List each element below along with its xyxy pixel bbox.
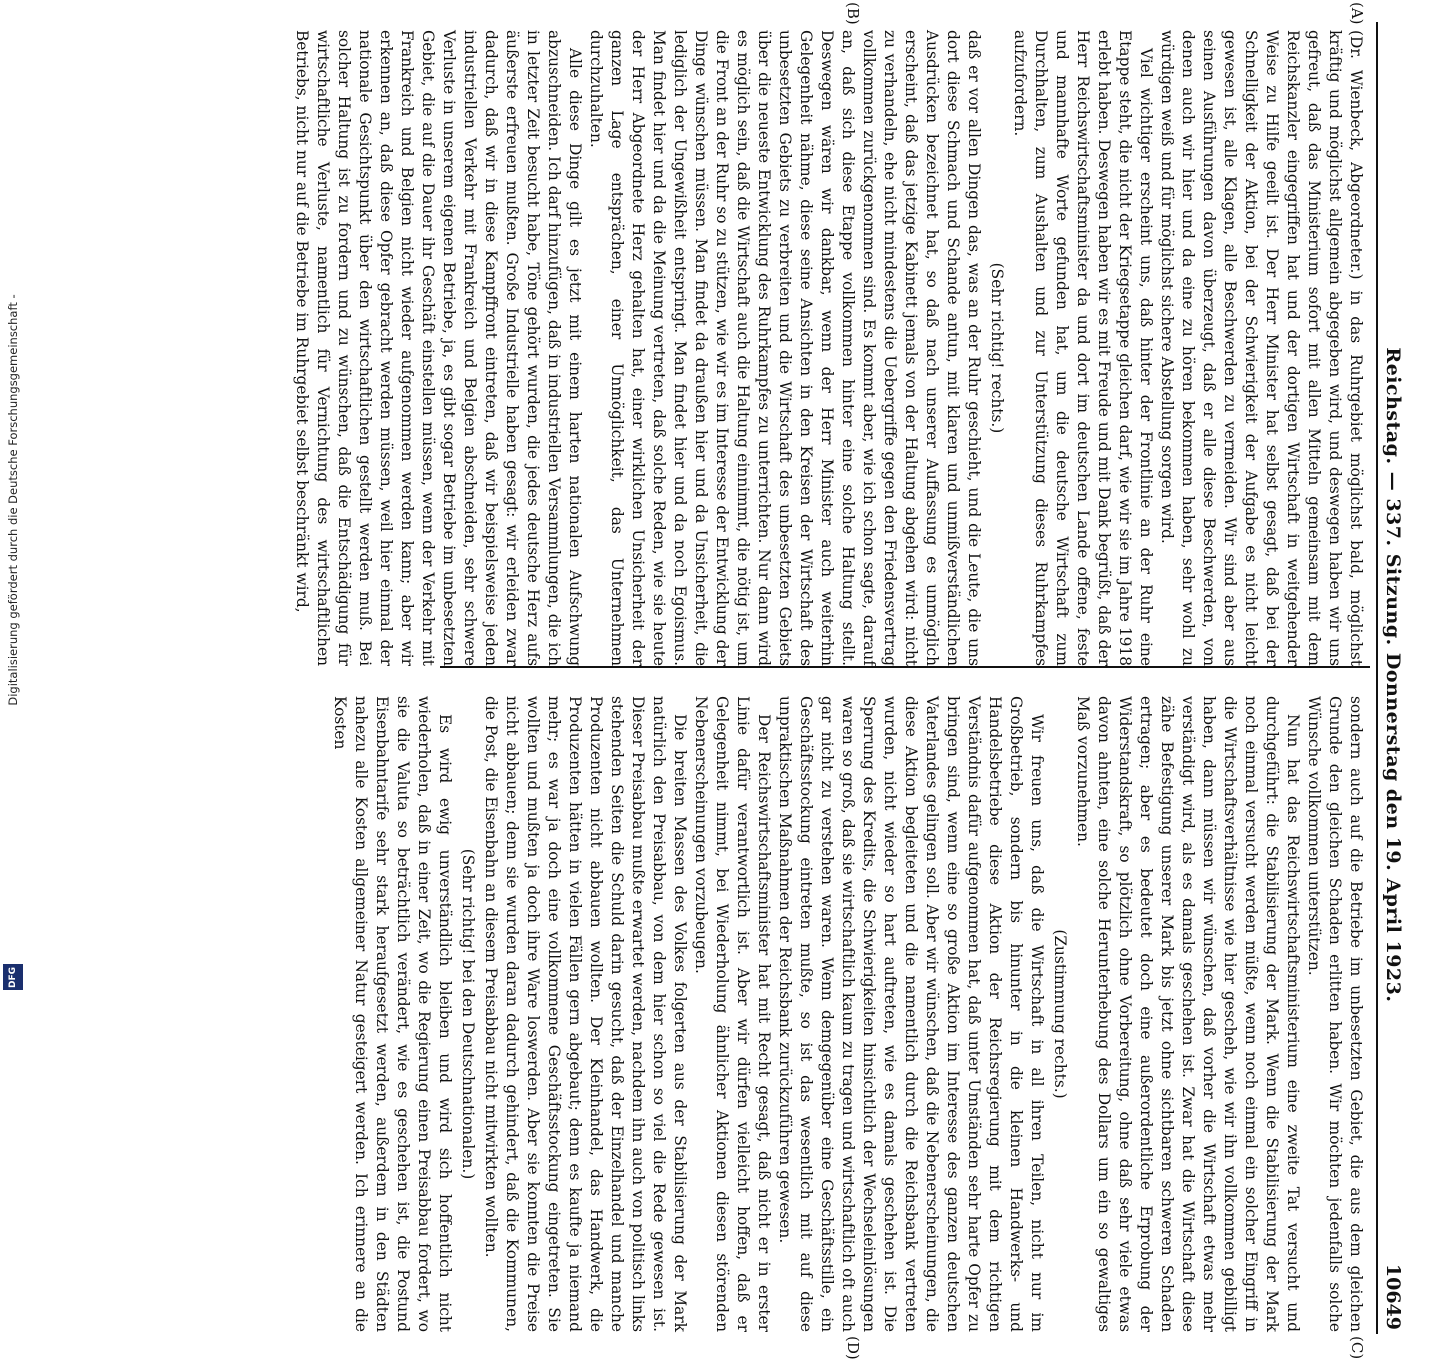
paragraph: Nun hat das Reichswirtschaftsministerium eine zweite Tat versucht und durchgeführt: die Stabilisierung der Mark. Wenn die Stabilisierung der Mark noch einmal versucht werden müßte, wenn noch einmal ein solcher Eingriff in die Wirtschaftsverhältnisse wie hier gescheh, wie wir ihn vollkommen gebilligt haben, dann müssen wir wünschen, daß vorher die Wirtschaft etwas mehr verständigt wird, als es damals geschehen ist. Zwar hat die Wirtschaft diese zähe Befestigung unserer Mark bis jetzt ohne sichtbaren schweren Schaden ertragen; aber es bedeutet doch eine außerordentliche Erprobung der Widerstandskraft, so plötzlich ohne Vorbereitung, ohne daß sehr viele etwas davon ahnten, eine solche Herunterhebung des Dollars um ein so gewaltiges Maß vorzunehmen. bbox=[1074, 696, 1302, 1332]
paragraph: (Dr. Wienbeck, Abgeordneter.) in das Ruhrgebiet möglichst bald, möglichst kräftig und möglichst allgemein abgegeben wird, und deswegen haben wir uns gefreut, daß das Ministerium sofort mit allen Mitteln gemeinsam mit dem Reichskanzler eingegriffen hat und der dortigen Wirtschaft in weitgehender Weise zu Hilfe geeilt ist. Der Herr Minister hat selbst gesagt, daß bei der Schnelligkeit der Aktion, bei der Schwierigkeit der Aufgabe es nicht leicht gewesen ist, alle Klagen, alle Beschwerden zu vermeiden. Wir sind aber aus seinen Ausführungen davon überzeugt, daß er alle diese Beschwerden, von denen auch wir hier und da eine zu hören bekommen haben, sehr wohl zu würdigen weiß und für möglichst sichere Abstellung sorgen wird. bbox=[1158, 30, 1365, 666]
paragraph: Der Reichswirtschaftsminister hat mit Recht gesagt, daß nicht er in erster Linie dafür verantwortlich ist. Aber wir dürfen vielleicht hoffen, daß er Gelegenheit nimmt, bei Wiederholung ähnlicher Aktionen diesen störenden Nebenerscheinungen vorzubeugen. bbox=[692, 696, 773, 1332]
paragraph: sondern auch auf die Betriebe im unbesetzten Gebiet, die aus dem gleichen Grunde den gleichen Schaden erlitten haben. Wir möchten jedenfalls solche Wünsche vollkommen unterstützen. bbox=[1305, 696, 1365, 1332]
paragraph: Wir freuen uns, daß die Wirtschaft in all ihren Teilen, nicht nur im Großbetrieb, sondern bis hinunter in die kleinen Handwerks- und Handelsbetriebe diese Aktion der Reichsregierung mit dem richtigen Verständnis dafür aufgenommen hat, daß unter Umständen sehr harte Opfer zu bringen sind, wenn eine so große Aktion im Interesse des ganzen deutschen Vaterlandes gelingen soll. Aber wir wünschen, daß die Nebenerscheinungen, die diese Aktion begleiteten und die namentlich durch die Reichsbank vertreten wurden, nicht wieder so hart auftreten, wie es damals geschehen ist. Die Sperrung des Kredits, die Schwierigkeiten hinsichtlich der Wechseleinlösungen waren so groß, daß sie wirtschaftlich kaum zu tragen und wirtschaftlich oft auch gar nicht zu verstehen waren. Wenn demgegenüber eine Geschäftsstille, ein Geschäftsstockung eintreten mußte, so ist das wesentlich mit auf diese unpraktischen Maßnahmen der Reichsbank zurückzuführen gewesen. bbox=[776, 696, 1046, 1332]
page-title: Reichstag. — 337. Sitzung. Donnerstag den 19. April 1923. bbox=[1382, 347, 1404, 1003]
left-column bbox=[293, 30, 1366, 666]
dfg-logo-icon: DFG bbox=[3, 964, 23, 990]
column-divider bbox=[440, 666, 1370, 668]
paragraph: Alle diese Dinge gilt es jetzt mit einem harten nationalen Aufschwung abzuschneiden. Ich darf hinzufügen, daß in industriellen Versammlungen, die ich in letzter Zeit besucht habe, Töne gehört wurden, die jedes deutsche Herz aufs äußerste erfreuen mußten. Große Industrielle haben gesagt: wir erleiden zwar dadurch, daß wir in diese Kampffront eintreten, daß wir beispielsweise jeden industriellen Verkehr mit Frankreich und Belgien abschneiden, sehr schwere Verluste in unserem eigenen Betriebe, ja, es gibt sogar Betriebe im unbesetzten Gebiet, die auf die Dauer ihr Geschäft einstellen müssen, wenn der Verkehr mit Frankreich und Belgien nicht wieder aufgenommen werden kann; aber wir erkennen an, daß diese Opfer gebracht werden müssen, weil hier einmal der nationale Gesichtspunkt über den wirtschaftlichen gestellt werden muß. Bei solcher Haltung ist zu fordern und zu wünschen, daß die Entschädigung für wirtschaftliche Verluste, namentlich für Vernichtung des wirtschaftlichen Betriebs, nicht nur auf die Betriebe im Ruhrgebiet selbst beschränkt wird, bbox=[293, 30, 584, 666]
interjection: (Zustimmung rechts.) bbox=[1051, 929, 1069, 1099]
interjection: (Sehr richtig! rechts.) bbox=[988, 262, 1006, 434]
paragraph: Die breiten Massen des Volkes folgerten aus der Stabilisierung der Mark natürlich den Preisabbau, von dem hier schon so viel die Rede gewesen ist. Dieser Preisabbau mußte erwartet werden, nachdem ihn auch von politisch links stehenden Seiten die Schuld darin gesucht, daß der Einzelhandel und manche Produzenten nicht abbauen wollten. Der Kleinhandel, das Handwerk, die Produzenten hätten in vielen Fällen gern abgebaut; denn es kaufte ja niemand mehr; es war ja doch eine vollkommene Geschäftsstockung eingetreten. Sie wollten und mußten ja doch ihre Ware loswerden. Aber sie konnten die Preise nicht abbauen; denn sie wurden daran dadurch gehindert, daß die Kommunen, die Post, die Eisenbahn an diesem Preisabbau nicht mitwirkten wollten. bbox=[482, 696, 689, 1332]
interjection: (Sehr richtig! bei den Deutschnationalen.) bbox=[459, 848, 477, 1180]
rotated-document bbox=[76, 0, 1422, 1360]
paragraph: Es wird ewig unverständlich bleiben und wird sich hoffentlich nicht wiederholen, daß in einer Zeit, wo die Regierung einen Preisabbau fordert, wo sie die Valuta so beträchtlich verändert, wie es geschehen ist, die Postund Eisenbahntarife sehr stark heraufgesetzt werden, außerdem in den Städten nahezu alle Kosten allgemeiner Natur gesteigert werden. Ich erinnere an die Kosten bbox=[331, 696, 454, 1332]
margin-marker-b: (B) bbox=[844, 2, 862, 25]
digitization-credit: Digitalisierung gefördert durch die Deutsche Forschungsgemeinschaft - bbox=[6, 294, 20, 706]
margin-marker-d: (D) bbox=[844, 1336, 862, 1360]
digitization-sidebar bbox=[0, 0, 26, 1000]
paragraph: daß er vor allen Dingen das, was an der Ruhr geschieht, und die Leute, die uns dort diese Schmach und Schande antun, mit klaren und unmißverständlichen Ausdrücken bezeichnet hat, so daß nach unserer Auffassung es unmöglich erscheint, daß das jetzige Kabinett jemals von der Haltung abgehen wird: nicht zu verhandeln, ehe nicht mindestens die Uebergriffe gegen den Friedensvertrag vollkommen zurückgenommen sind. Es kommt aber, wie ich schon sagte, darauf an, daß sich diese Etappe vollkommen hinter eine solche Haltung stellt. Deswegen wären wir dankbar, wenn der Herr Minister auch weiterhin Gelegenheit nähme, diese seine Ansichten in den Kreisen der Wirtschaft des unbesetzten Gebiets zu verbreiten und die Wirtschaft des unbesetzten Gebiets über die neueste Entwicklung des Ruhrkampfes zu unterrichten. Nur dann wird es möglich sein, daß die Wirtschaft auch die Haltung einnimmt, die nötig ist, um die Front an der Ruhr so zu stützen, wie wir es im Interesse der Entwicklung der Dinge wünschen müssen. Man findet da draußen hier und da Unsicherheit, die lediglich der Ungewißheit entspringt. Man findet hier und da noch Egoismus. Man findet hier und da die Meinung vertreten, daß solche Reden, wie sie heute der Herr Abgeordnete Herz gehalten hat, einer wirklichen Unsicherheit der ganzen Lage entsprächen, einer Unmöglichkeit, das Unternehmen durchzuhalten. bbox=[587, 30, 983, 666]
right-column bbox=[331, 696, 1366, 1332]
margin-marker-c: (C) bbox=[1348, 1336, 1366, 1360]
margin-marker-a: (A) bbox=[1348, 2, 1366, 25]
page-header bbox=[1376, 22, 1410, 1334]
paragraph: Viel wichtiger erscheint uns, daß hinter der Frontlinie an der Ruhr eine Etappe steht, die nicht der Kriegsetappe gleichen darf, wie wir sie im Jahre 1918 erlebt haben. Deswegen haben wir es mit Freude und mit Dank begrüßt, daß der Herr Reichswirtschaftsminister da und dort im deutschen Lande offene, feste und mannhafte Worte gefunden hat, um die deutsche Wirtschaft zum Durchhalten, zum Aushalten und zur Unterstützung dieses Ruhrkampfes aufzufordern. bbox=[1011, 30, 1155, 666]
page-number: 10649 bbox=[1382, 1263, 1404, 1330]
